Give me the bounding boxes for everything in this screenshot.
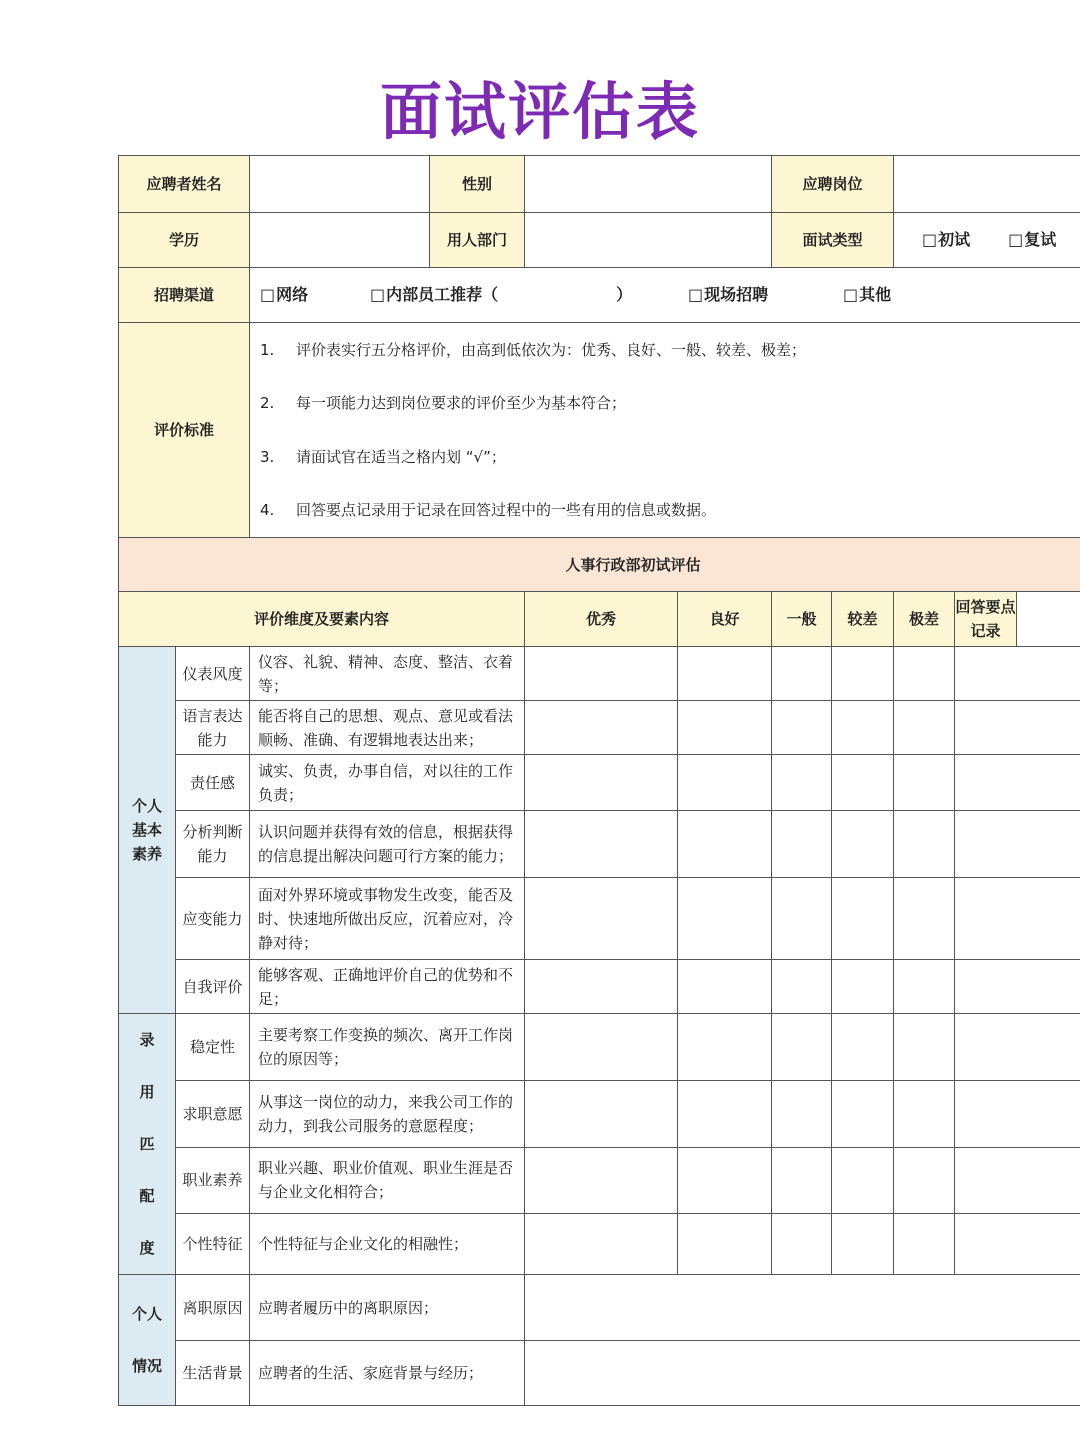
rating-good-cell[interactable] <box>678 755 772 811</box>
row-sub-label: 责任感 <box>176 755 250 811</box>
row-description: 应聘者履历中的离职原因； <box>250 1275 525 1341</box>
col-good: 良好 <box>678 592 772 647</box>
rating-good-cell[interactable] <box>678 1081 772 1147</box>
row-description: 从事这一岗位的动力，来我公司工作的动力，到我公司服务的意愿程度； <box>250 1081 525 1147</box>
rating-very-poor-cell[interactable] <box>894 1213 955 1274</box>
rating-average-cell[interactable] <box>772 878 832 960</box>
channel-options <box>250 268 1080 323</box>
notes-cell[interactable] <box>955 1147 1080 1213</box>
position-label: 应聘岗位 <box>772 156 894 213</box>
row-sub-label: 生活背景 <box>176 1341 250 1406</box>
department-label: 用人部门 <box>430 213 525 268</box>
criteria-item: 3. 请面试官在适当之格内划 “√”； <box>260 447 506 466</box>
rating-excellent-cell[interactable] <box>525 811 678 878</box>
gender-label: 性别 <box>430 156 525 213</box>
rating-very-poor-cell[interactable] <box>894 1147 955 1213</box>
row-sub-label: 求职意愿 <box>176 1081 250 1147</box>
rating-average-cell[interactable] <box>772 1213 832 1274</box>
row-description: 职业兴趣、职业价值观、职业生涯是否与企业文化相符合； <box>250 1147 525 1213</box>
rating-very-poor-cell[interactable] <box>894 1081 955 1147</box>
rating-good-cell[interactable] <box>678 878 772 960</box>
row-description: 个性特征与企业文化的相融性； <box>250 1213 525 1274</box>
rating-average-cell[interactable] <box>772 701 832 755</box>
row-description: 诚实、负责，办事自信，对以往的工作负责； <box>250 755 525 811</box>
row-sub-label: 分析判断能力 <box>176 811 250 878</box>
interview-type-options <box>894 213 1080 268</box>
group-personal-quality: 个人基本素养 <box>119 647 176 1014</box>
criteria-item: 1. 评价表实行五分格评价，由高到低依次为：优秀、良好、一般、较差、极差； <box>260 340 807 359</box>
channel-label: 招聘渠道 <box>119 268 250 323</box>
rating-very-poor-cell[interactable] <box>894 960 955 1014</box>
notes-cell[interactable] <box>955 878 1080 960</box>
row-sub-label: 自我评价 <box>176 960 250 1014</box>
rating-excellent-cell[interactable] <box>525 647 678 701</box>
notes-cell[interactable] <box>955 960 1080 1014</box>
row-sub-label: 语言表达能力 <box>176 701 250 755</box>
row-sub-label: 仪表风度 <box>176 647 250 701</box>
row-description: 能够客观、正确地评价自己的优势和不足； <box>250 960 525 1014</box>
rating-good-cell[interactable] <box>678 647 772 701</box>
row-sub-label: 稳定性 <box>176 1014 250 1081</box>
rating-poor-cell[interactable] <box>832 1014 894 1081</box>
rating-good-cell[interactable] <box>678 1147 772 1213</box>
row-description: 应聘者的生活、家庭背景与经历； <box>250 1341 525 1406</box>
gender-field[interactable] <box>525 156 772 213</box>
rating-excellent-cell[interactable] <box>525 1213 678 1274</box>
rating-excellent-cell[interactable] <box>525 878 678 960</box>
first-interview-checkbox[interactable]: □初试 <box>922 230 971 250</box>
rating-good-cell[interactable] <box>678 701 772 755</box>
rating-average-cell[interactable] <box>772 811 832 878</box>
rating-average-cell[interactable] <box>772 1014 832 1081</box>
row-sub-label: 个性特征 <box>176 1213 250 1274</box>
notes-cell[interactable] <box>955 1081 1080 1147</box>
name-field[interactable] <box>250 156 430 213</box>
rating-poor-cell[interactable] <box>832 1147 894 1213</box>
row-description: 能否将自己的思想、观点、意见或看法顺畅、准确、有逻辑地表达出来； <box>250 701 525 755</box>
rating-very-poor-cell[interactable] <box>894 647 955 701</box>
rating-average-cell[interactable] <box>772 1081 832 1147</box>
rating-excellent-cell[interactable] <box>525 755 678 811</box>
rating-good-cell[interactable] <box>678 811 772 878</box>
rating-good-cell[interactable] <box>678 960 772 1014</box>
col-notes: 回答要点记录 <box>955 592 1017 647</box>
rating-excellent-cell[interactable] <box>525 960 678 1014</box>
rating-excellent-cell[interactable] <box>525 1014 678 1081</box>
row-sub-label: 应变能力 <box>176 878 250 960</box>
criteria-item: 2. 每一项能力达到岗位要求的评价至少为基本符合； <box>260 394 627 413</box>
rating-very-poor-cell[interactable] <box>894 878 955 960</box>
rating-poor-cell[interactable] <box>832 811 894 878</box>
rating-poor-cell[interactable] <box>832 960 894 1014</box>
interview-form-table <box>118 155 1080 1406</box>
notes-cell[interactable] <box>955 1014 1080 1081</box>
department-field[interactable] <box>525 213 772 268</box>
row-sub-label: 职业素养 <box>176 1147 250 1213</box>
education-label: 学历 <box>119 213 250 268</box>
rating-poor-cell[interactable] <box>832 701 894 755</box>
notes-cell[interactable] <box>955 701 1080 755</box>
rating-very-poor-cell[interactable] <box>894 811 955 878</box>
notes-cell[interactable] <box>955 1213 1080 1274</box>
channel-other-checkbox[interactable]: □其他 <box>843 285 892 305</box>
rating-very-poor-cell[interactable] <box>894 701 955 755</box>
section-title: 人事行政部初试评估 <box>119 538 1080 592</box>
channel-referral-checkbox[interactable]: □内部员工推荐（ ） <box>370 285 633 305</box>
rating-poor-cell[interactable] <box>832 755 894 811</box>
col-excellent: 优秀 <box>525 592 678 647</box>
answer-notes-cell[interactable] <box>525 1341 1080 1406</box>
rating-average-cell[interactable] <box>772 1147 832 1213</box>
notes-cell[interactable] <box>955 811 1080 878</box>
rating-very-poor-cell[interactable] <box>894 755 955 811</box>
rating-average-cell[interactable] <box>772 960 832 1014</box>
rating-average-cell[interactable] <box>772 755 832 811</box>
notes-cell[interactable] <box>955 647 1080 701</box>
row-sub-label: 离职原因 <box>176 1275 250 1341</box>
rating-excellent-cell[interactable] <box>525 701 678 755</box>
channel-onsite-checkbox[interactable]: □现场招聘 <box>688 285 769 305</box>
group-hiring-match: 录用匹配度 <box>119 1014 176 1275</box>
col-average: 一般 <box>772 592 832 647</box>
rating-excellent-cell[interactable] <box>525 1081 678 1147</box>
notes-cell[interactable] <box>955 755 1080 811</box>
form-title: 面试评估表 <box>379 75 700 148</box>
row-description: 主要考察工作变换的频次、离开工作岗位的原因等； <box>250 1014 525 1081</box>
criteria-label: 评价标准 <box>119 323 250 538</box>
rating-poor-cell[interactable] <box>832 1081 894 1147</box>
row-description: 仪容、礼貌、精神、态度、整洁、衣着等； <box>250 647 525 701</box>
rating-average-cell[interactable] <box>772 647 832 701</box>
col-poor: 较差 <box>832 592 894 647</box>
rating-good-cell[interactable] <box>678 1213 772 1274</box>
criteria-item: 4. 回答要点记录用于记录在回答过程中的一些有用的信息或数据。 <box>260 501 717 520</box>
col-dimension: 评价维度及要素内容 <box>119 592 525 647</box>
criteria-list <box>250 323 1080 538</box>
rating-poor-cell[interactable] <box>832 647 894 701</box>
interview-type-label: 面试类型 <box>772 213 894 268</box>
col-very-poor: 极差 <box>894 592 955 647</box>
row-description: 认识问题并获得有效的信息，根据获得的信息提出解决问题可行方案的能力； <box>250 811 525 878</box>
education-field[interactable] <box>250 213 430 268</box>
channel-network-checkbox[interactable]: □网络 <box>260 285 309 305</box>
rating-excellent-cell[interactable] <box>525 1147 678 1213</box>
name-label: 应聘者姓名 <box>119 156 250 213</box>
rating-poor-cell[interactable] <box>832 1213 894 1274</box>
position-field[interactable] <box>894 156 1080 213</box>
group-personal-situation: 个人情况 <box>119 1275 176 1406</box>
rating-good-cell[interactable] <box>678 1014 772 1081</box>
rating-very-poor-cell[interactable] <box>894 1014 955 1081</box>
rating-poor-cell[interactable] <box>832 878 894 960</box>
row-description: 面对外界环境或事物发生改变，能否及时、快速地所做出反应，沉着应对，冷静对待； <box>250 878 525 960</box>
second-interview-checkbox[interactable]: □复试 <box>1008 230 1057 250</box>
answer-notes-cell[interactable] <box>525 1275 1080 1341</box>
